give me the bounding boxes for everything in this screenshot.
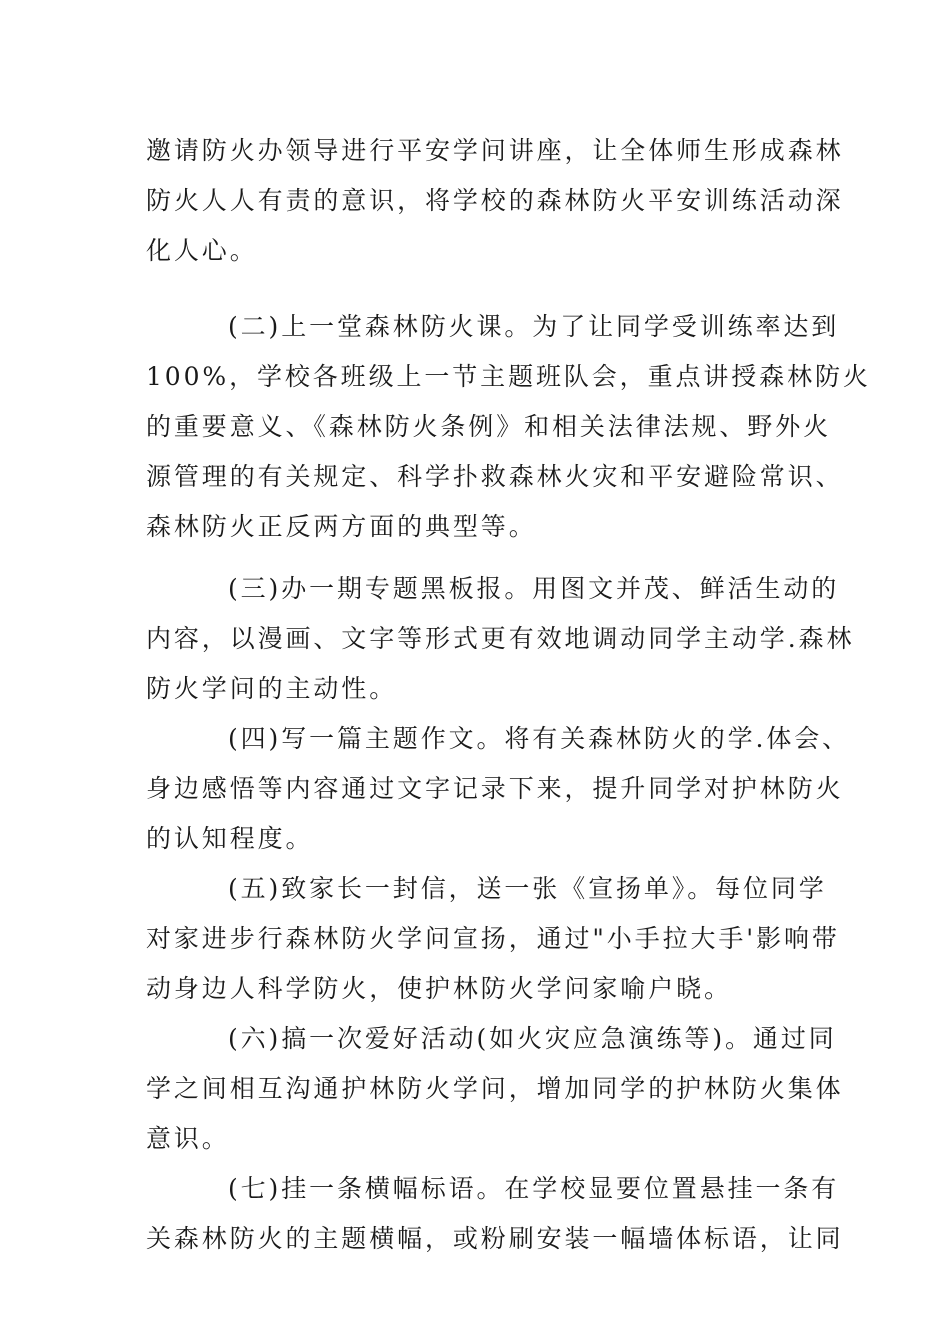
text-line: 意识。 (146, 1124, 230, 1153)
text-line: 源管理的有关规定、科学扑救森林火灾和平安避险常识、 (146, 462, 844, 491)
text-line: (七)挂一条横幅标语。在学校显要位置悬挂一条有 (228, 1174, 840, 1203)
document-body (146, 126, 871, 1264)
text-line: 邀请防火办领导进行平安学问讲座，让全体师生形成森林 (146, 136, 844, 165)
text-line: 内容，以漫画、文字等形式更有效地调动同学主动学.森林 (146, 624, 855, 653)
paragraph-3 (146, 564, 855, 714)
paragraph-2 (146, 302, 871, 552)
text-line: 的重要意义、《森林防火条例》和相关法律法规、野外火 (146, 412, 832, 441)
text-line: 化人心。 (146, 236, 258, 265)
text-line: (五)致家长一封信，送一张《宣扬单》。每位同学 (228, 874, 827, 903)
text-line: (四)写一篇主题作文。将有关森林防火的学.体会、 (228, 724, 851, 753)
text-line: 关森林防火的主题横幅，或粉刷安装一幅墙体标语，让同 (146, 1224, 844, 1253)
text-line: 防火学问的主动性。 (146, 674, 398, 703)
text-line: 对家进步行森林防火学问宣扬，通过"小手拉大手'影响带 (146, 924, 840, 953)
paragraph-4 (146, 714, 851, 864)
paragraph-7 (146, 1164, 844, 1264)
text-line: 动身边人科学防火，使护林防火学问家喻户晓。 (146, 974, 732, 1003)
paragraph-5 (146, 864, 840, 1014)
text-line: 学之间相互沟通护林防火学问，增加同学的护林防火集体 (146, 1074, 844, 1103)
text-line: (二)上一堂森林防火课。为了让同学受训练率达到 (228, 312, 840, 341)
text-line: (六)搞一次爱好活动(如火灾应急演练等)。通过同 (228, 1024, 837, 1053)
paragraph-1 (146, 126, 844, 276)
text-line: 100%，学校各班级上一节主题班队会，重点讲授森林防火 (146, 362, 871, 391)
text-line: 森林防火正反两方面的典型等。 (146, 512, 537, 541)
text-line: 身边感悟等内容通过文字记录下来，提升同学对护林防火 (146, 774, 844, 803)
text-line: (三)办一期专题黑板报。用图文并茂、鲜活生动的 (228, 574, 840, 603)
text-line: 的认知程度。 (146, 824, 314, 853)
paragraph-6 (146, 1014, 844, 1164)
text-line: 防火人人有责的意识，将学校的森林防火平安训练活动深 (146, 186, 844, 215)
